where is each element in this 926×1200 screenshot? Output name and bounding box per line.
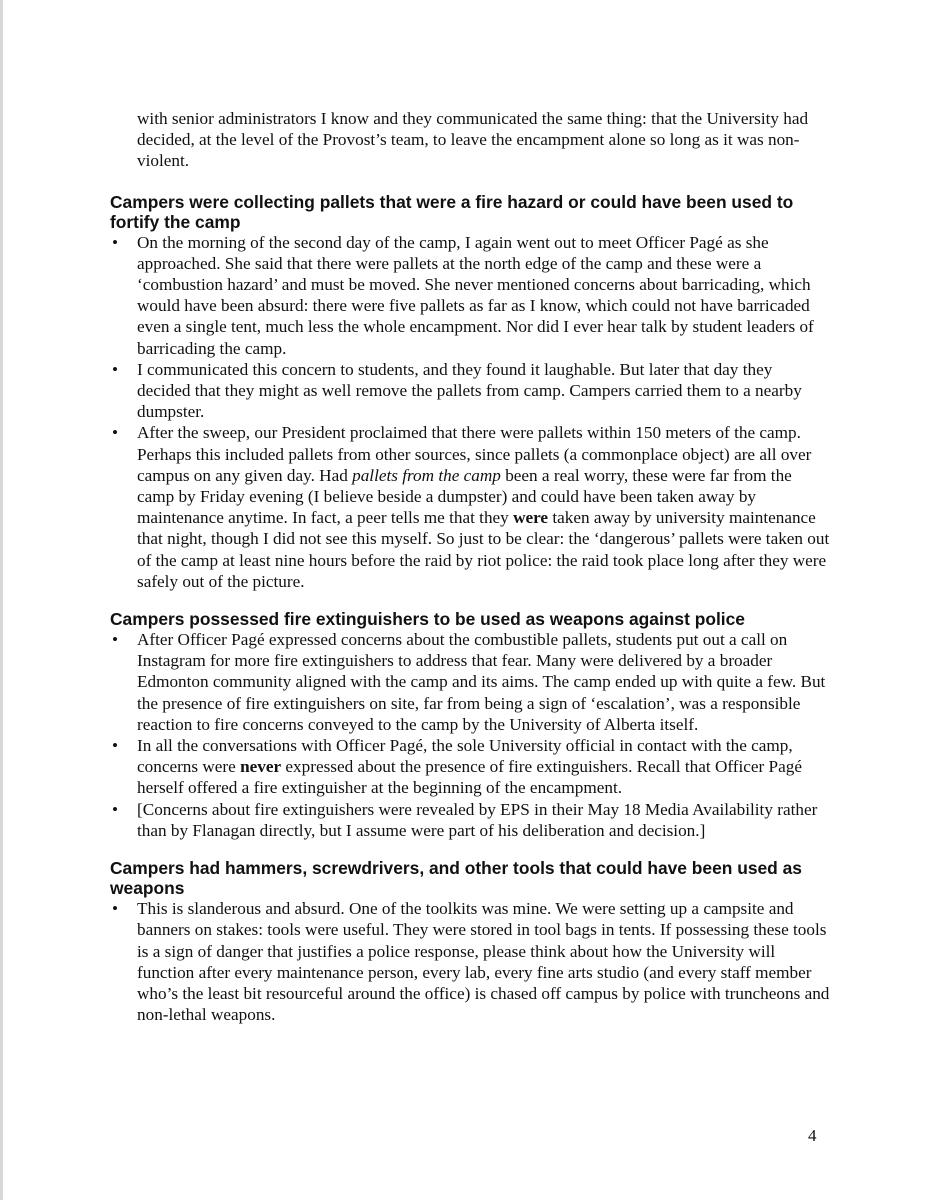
bullet-list-extinguishers [110,629,830,841]
list-item: • I communicated this concern to students, and they found it laughable. But later that day they decided that they might as well remove the pallets from camp. Campers carried them to a nearby dumpster. [112,359,802,422]
list-item: • After Officer Pagé expressed concerns about the combustible pallets, students put out a call on Instagram for more fire extinguishers to address that fear. Many were delivered by a broader Edmonton community aligned with the camp and its aims. The camp ended up with quite a few. But the presence of fire extinguishers on site, far from being a sign of ‘escalation’, was a responsible reaction to fire concerns conveyed to the camp by the University of Alberta itself. [112,630,826,734]
bullet-icon: • [112,423,119,443]
list-item: • In all the conversations with Officer Pagé, the sole University official in contact with the camp, concerns were never expressed about the presence of fire extinguishers. Recall that Officer Pagé herself offered a fire extinguisher at the beginning of the encampment. [112,736,802,798]
bullet-icon: • [112,630,119,650]
italic-phrase: pallets from the camp [352,465,501,485]
section-heading-pallets: Campers were collecting pallets that were a fire hazard or could have been used to fortify the camp [110,191,794,232]
list-item: • On the morning of the second day of the camp, I again went out to meet Officer Pagé as she approached. She said that there were pallets at the north edge of the camp and these were a ‘combustion hazard’ and must be moved. She never mentioned concerns about barricading, which would have been absurd: there were five pallets as far as I know, which could not have barricaded even a single tent, much less the whole encampment. Nor did I ever hear talk by student leaders of barricading the camp. [112,232,814,358]
document-page [110,108,830,1042]
bullet-icon: • [112,799,119,819]
list-item: • After the sweep, our President proclaimed that there were pallets within 150 meters of the camp. Perhaps this included pallets from other sources, since pallets (a commonplace object) are all over campus on any given day. Had pallets from the camp been a real worry, these were far from the camp by Friday evening (I believe beside a dumpster) and could have been taken away by maintenance anytime. In fact, a peer tells me that they were taken away by university maintenance that night, though I did not see this myself. So just to be clear: the ‘dangerous’ pallets were taken out of the camp at least nine hours before the raid by riot police: the raid took place long after they were safely out of the picture. [112,423,830,591]
page-number: 4 [808,1126,817,1145]
bullet-icon: • [112,359,119,379]
bullet-list-pallets [110,232,830,592]
bullet-icon: • [112,232,119,252]
intro-paragraph: with senior administrators I know and they communicated the same thing: that the University had decided, at the level of the Provost’s team, to leave the encampment alone so long as it was non-violent. [137,109,809,171]
bullet-icon: • [112,736,119,756]
section-heading-extinguishers: Campers possessed fire extinguishers to be used as weapons against police [110,609,745,630]
section-heading-tools: Campers had hammers, screwdrivers, and other tools that could have been used as weapons [110,858,802,899]
bold-word: were [513,508,549,528]
bold-word: never [240,757,282,777]
list-item: • This is slanderous and absurd. One of the toolkits was mine. We were setting up a campsite and banners on stakes: tools were useful. They were stored in tool bags in tents. If possessing these tools is a sign of danger that justifies a police response, please think about how the University will function after every maintenance person, every lab, every fine arts studio (and every staff member who’s the least bit resourceful around the office) is chased off campus by police with truncheons and non-lethal weapons. [112,899,830,1025]
bullet-icon: • [112,899,119,919]
page-left-edge [0,0,3,1200]
bullet-list-tools [110,898,830,1025]
list-item: • [Concerns about fire extinguishers were revealed by EPS in their May 18 Media Availability rather than by Flanagan directly, but I assume were part of his deliberation and decision.] [112,799,818,840]
